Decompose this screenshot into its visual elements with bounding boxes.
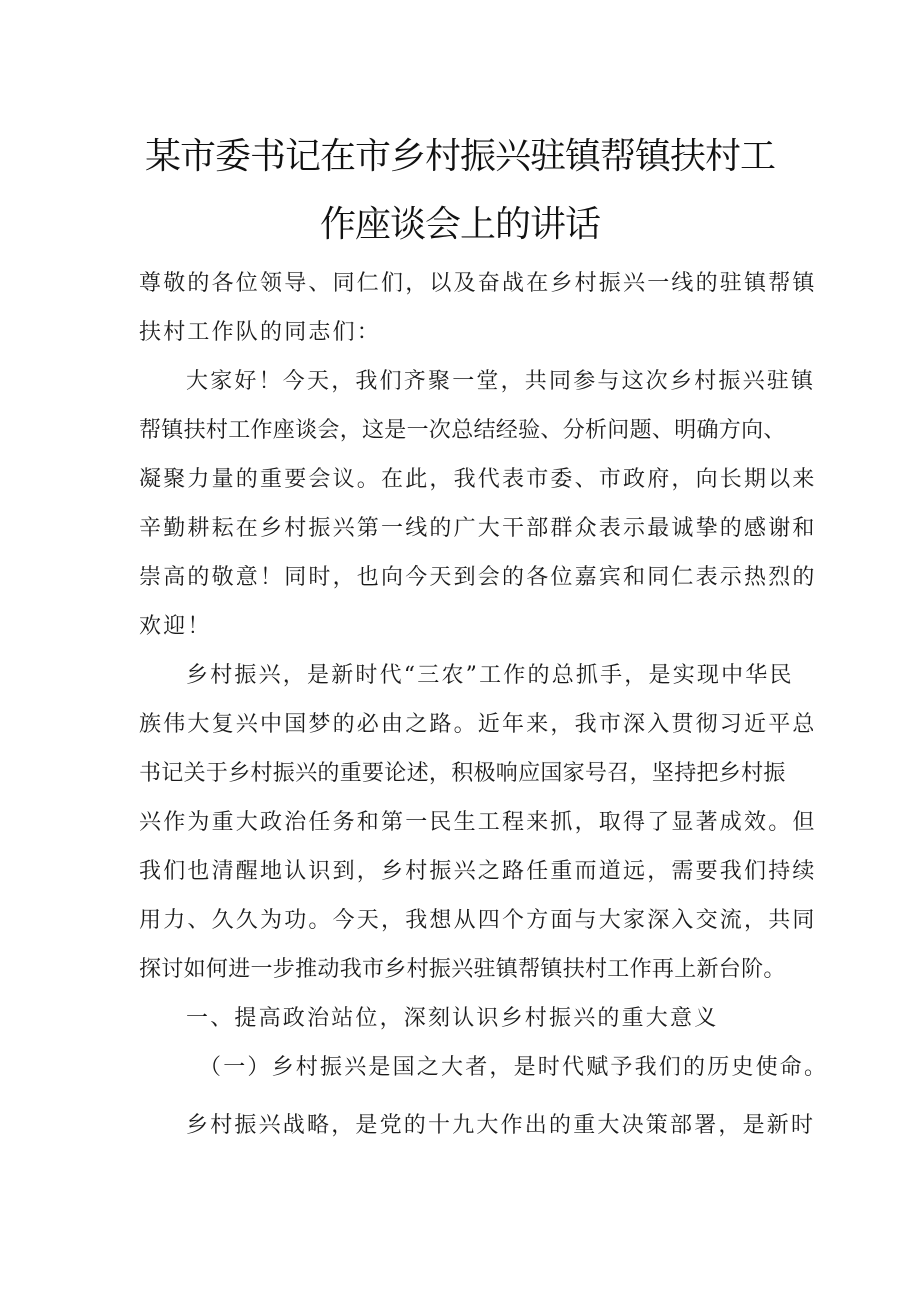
paragraph-line: 崇高的敬意！同时，也向今天到会的各位嘉宾和同仁表示热烈的 (139, 565, 817, 590)
document-title-line-2: 作座谈会上的讲话 (319, 204, 600, 245)
paragraph-line: 凝聚力量的重要会议。在此，我代表市委、市政府，向长期以来 (139, 467, 817, 492)
salutation-line-2: 扶村工作队的同志们： (139, 320, 382, 345)
subsection-heading: （一）乡村振兴是国之大者，是时代赋予我们的历史使命。 (199, 1055, 829, 1080)
paragraph-line: 乡村振兴，是新时代“三农”工作的总抓手，是实现中华民 (186, 663, 794, 688)
document-title-line-1: 某市委书记在市乡村振兴驻镇帮镇扶村工 (144, 136, 775, 177)
paragraph-line: 我们也清醒地认识到，乡村振兴之路任重而道远，需要我们持续 (139, 859, 817, 884)
paragraph-line: 用力、久久为功。今天，我想从四个方面与大家深入交流，共同 (139, 908, 817, 933)
paragraph-line: 大家好！今天，我们齐聚一堂，共同参与这次乡村振兴驻镇 (186, 369, 816, 394)
paragraph-line: 探讨如何进一步推动我市乡村振兴驻镇帮镇扶村工作再上新台阶。 (139, 957, 786, 982)
paragraph-line: 书记关于乡村振兴的重要论述，积极响应国家号召，坚持把乡村振 (139, 761, 786, 786)
paragraph-line: 乡村振兴战略，是党的十九大作出的重大决策部署，是新时 (186, 1113, 816, 1138)
paragraph-line: 欢迎！ (139, 614, 212, 639)
paragraph-line: 族伟大复兴中国梦的必由之路。近年来，我市深入贯彻习近平总 (139, 712, 817, 737)
paragraph-line: 帮镇扶村工作座谈会，这是一次总结经验、分析问题、明确方向、 (139, 418, 786, 443)
paragraph-line: 辛勤耕耘在乡村振兴第一线的广大干部群众表示最诚挚的感谢和 (139, 516, 817, 541)
paragraph-line: 兴作为重大政治任务和第一民生工程来抓，取得了显著成效。但 (139, 810, 817, 835)
section-heading: 一、提高政治站位，深刻认识乡村振兴的重大意义 (186, 1006, 719, 1031)
salutation-line-1: 尊敬的各位领导、同仁们，以及奋战在乡村振兴一线的驻镇帮镇 (139, 271, 817, 296)
